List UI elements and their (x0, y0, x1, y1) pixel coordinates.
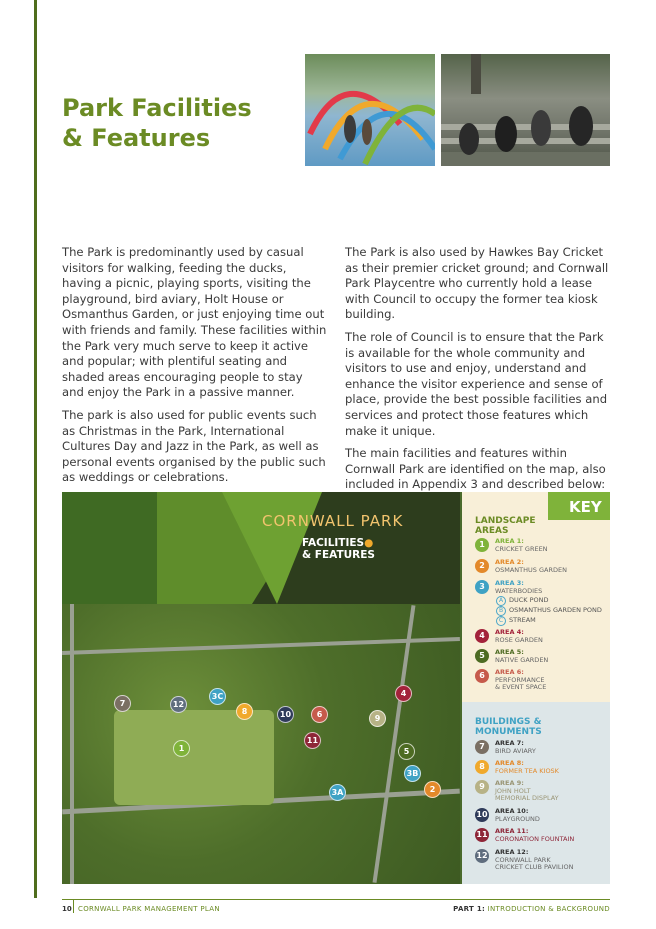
body-column-left (62, 245, 328, 493)
map-marker: 6 (311, 706, 328, 723)
water-arches-image (305, 54, 435, 166)
area-badge: 6 (475, 669, 489, 683)
road (70, 604, 74, 884)
map-marker: 7 (114, 695, 131, 712)
paragraph: The Park is also used by Hawkes Bay Cricket as their premier cricket ground; and Cornwall Park Playcentre who currently hold a lease with Council to occupy the former tea kiosk building. (345, 245, 609, 322)
footer-document-title: CORNWALL PARK MANAGEMENT PLAN (78, 905, 220, 913)
area-badge: 1 (475, 538, 489, 552)
map-marker: 2 (424, 781, 441, 798)
paragraph: The Park is predominantly used by casual visitors for walking, feeding the ducks, having a picnic, playing sports, visiting the playground, bird aviary, Holt House or Osmanthus Garden, or just enjoying time out with friends and family. These facilities within the Park very much serve to keep it active and popular; with plentiful seating and shaded areas encouraging people to stay and enjoy the Park in a passive manner. (62, 245, 327, 400)
map-marker: 12 (170, 696, 187, 713)
area-badge: 9 (475, 780, 489, 794)
paragraph: The main facilities and features within Cornwall Park are identified on the map, also included in Appendix 3 and described below: (345, 446, 606, 492)
road (62, 637, 460, 655)
area-badge: 11 (475, 828, 489, 842)
waterbody-subitem: B OSMANTHUS GARDEN POND (496, 606, 602, 616)
footer-divider (73, 899, 74, 913)
map-header (62, 492, 460, 604)
map-marker: 1 (173, 740, 190, 757)
map-marker: 3B (404, 765, 421, 782)
flame-icon: ● (364, 537, 374, 549)
key-title: KEY (569, 498, 602, 516)
area-badge: 10 (475, 808, 489, 822)
people-on-steps-photo (441, 54, 610, 166)
landscape-heading: LANDSCAPE AREAS (475, 516, 536, 536)
map-marker: 11 (304, 732, 321, 749)
map-subtitle: FACILITIES● & FEATURES (302, 537, 375, 561)
header-graphic (62, 492, 460, 604)
paragraph: The role of Council is to ensure that the Park is available for the whole community and visitors to use and enjoy, understand and enhance the visitor experience and sense of place, provide the best possible facilities and services and protect those features which make it unique. (345, 329, 608, 438)
area-badge: 3 (475, 580, 489, 594)
splash-pad-photo (305, 54, 435, 166)
cricket-field (114, 710, 274, 805)
map-marker: 3C (209, 688, 226, 705)
footer-section: PART 1: INTRODUCTION & BACKGROUND (453, 905, 610, 913)
map-marker: 9 (369, 710, 386, 727)
waterbody-subitem: C STREAM (496, 616, 536, 626)
area-badge: 5 (475, 649, 489, 663)
group-seated-image (441, 54, 610, 166)
map-marker: 10 (277, 706, 294, 723)
area-badge: 2 (475, 559, 489, 573)
paragraph: The park is also used for public events such as Christmas in the Park, International Cultures Day and Jazz in the Park, as well as personal events organised by the public such as weddings or celebrations. (62, 407, 326, 485)
buildings-heading: BUILDINGS & MONUMENTS (475, 717, 542, 737)
map-marker: 3A (329, 784, 346, 801)
map-marker: 8 (236, 703, 253, 720)
waterbody-subitem: A DUCK POND (496, 596, 549, 606)
map-marker: 4 (395, 685, 412, 702)
map-marker: 5 (398, 743, 415, 760)
area-badge: 7 (475, 740, 489, 754)
area-badge: 8 (475, 760, 489, 774)
page-title: Park Facilities & Features (62, 94, 252, 152)
area-badge: 12 (475, 849, 489, 863)
map-title: CORNWALL PARK (262, 512, 404, 530)
park-map: CORNWALL PARK FACILITIES● & FEATURES 7 12 3C 8 10 6 4 9 11 1 5 3B 3A 2 KEY LANDSCAPE AREAS 1 AREA 1: CRICKET GREEN 2 AREA 2: OSMANTHUS GARDEN 3 AREA 3: WATERBODIES A DUCK POND B OSMANTHUS GARDEN POND C STREAM 4 AREA 4: ROSE GARDEN 5 AREA 5: NATIVE GARDEN 6 AREA 6: PERFORMANCE & EVENT SPACE BUILDINGS & MONUMENTS 7 AREA 7: BIRD AVIARY 8 AREA 8: FORMER TEA KIOSK 9 AREA 9: JOHN HOLT MEMORIAL DISPLAY 10 AREA 10: PLAYGROUND 11 AREA 11: CORONATION FOUNTAIN 12 AREA 12: CORNWALL PARK CRICKET CLUB PAVILION (62, 492, 610, 884)
body-column-right (345, 245, 611, 500)
area-badge: 4 (475, 629, 489, 643)
page-number: 10 (62, 905, 72, 913)
margin-rule (34, 0, 37, 898)
footer-rule (62, 899, 610, 900)
